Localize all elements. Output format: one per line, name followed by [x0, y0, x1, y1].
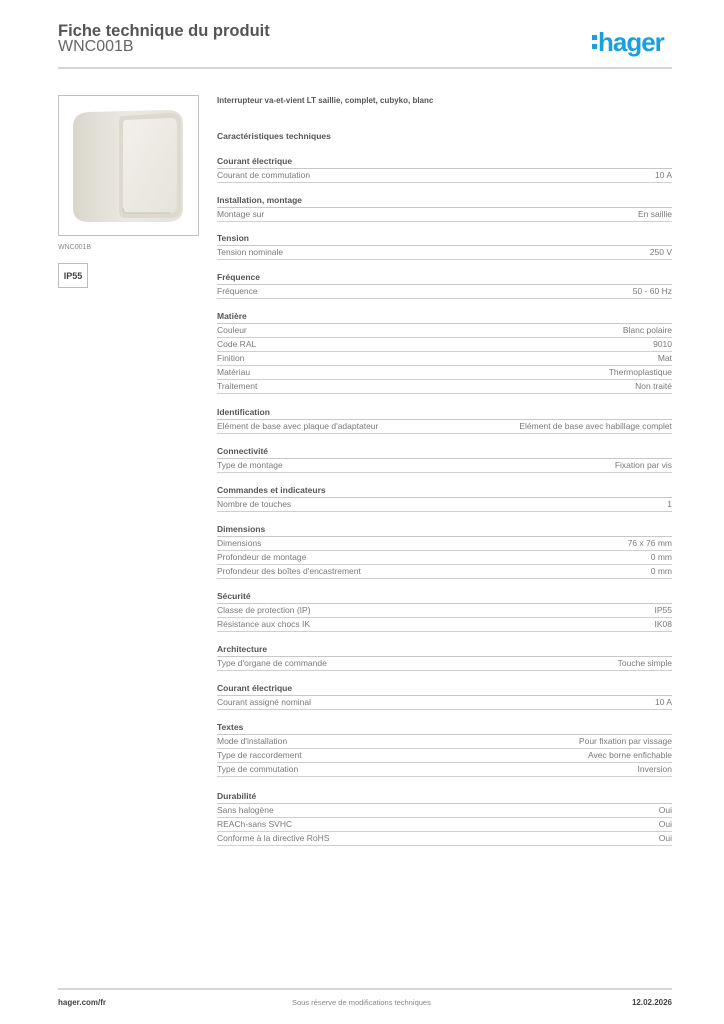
section-heading: Textes — [217, 721, 672, 735]
spec-row — [217, 380, 672, 394]
image-caption: WNC001B — [58, 244, 92, 251]
spec-row — [217, 832, 672, 846]
spec-row — [217, 208, 672, 222]
spec-label: Nombre de touches — [217, 499, 292, 509]
spec-row — [217, 604, 672, 618]
spec-section — [217, 194, 672, 222]
logo-text: hager — [598, 27, 664, 57]
spec-row — [217, 618, 672, 632]
spec-value: Inversion — [637, 764, 672, 774]
footer-website-link[interactable]: hager.com/fr — [58, 998, 107, 1007]
product-description: Interrupteur va-et-vient LT saillie, complet, cubyko, blanc — [217, 96, 434, 105]
spec-section — [217, 484, 672, 512]
spec-label: Type de montage — [217, 460, 283, 470]
spec-value: 0 mm — [650, 566, 672, 576]
spec-label: Type d'organe de commande — [217, 658, 327, 668]
spec-value: Pour fixation par vissage — [578, 736, 672, 746]
spec-value: Oui — [658, 805, 672, 815]
section-heading: Matière — [217, 310, 672, 324]
spec-label: Traitement — [217, 381, 258, 391]
spec-label: REACh-sans SVHC — [217, 819, 293, 829]
spec-value: Elément de base avec habillage complet — [519, 421, 672, 431]
spec-label: Sans halogène — [217, 805, 274, 815]
spec-section — [217, 445, 672, 473]
spec-label: Courant assigné nominal — [217, 697, 312, 707]
section-heading: Identification — [217, 406, 672, 420]
section-heading: Connectivité — [217, 445, 672, 459]
section-heading: Dimensions — [217, 523, 672, 537]
spec-section — [217, 406, 672, 434]
section-heading: Durabilité — [217, 790, 672, 804]
spec-row — [217, 551, 672, 565]
spec-row — [217, 735, 672, 749]
spec-row — [217, 537, 672, 551]
spec-row — [217, 324, 672, 338]
spec-label: Couleur — [217, 325, 247, 335]
spec-label: Mode d'installation — [217, 736, 288, 746]
spec-label: Code RAL — [217, 339, 257, 349]
spec-label: Résistance aux chocs IK — [217, 619, 311, 629]
spec-section — [217, 682, 672, 710]
spec-value: 9010 — [653, 339, 672, 349]
section-heading: Fréquence — [217, 271, 672, 285]
section-heading: Courant électrique — [217, 155, 672, 169]
spec-section — [217, 590, 672, 632]
logo-colon-icon — [592, 35, 597, 49]
spec-row — [217, 366, 672, 380]
spec-label: Profondeur de montage — [217, 552, 307, 562]
spec-value: Oui — [658, 833, 672, 843]
spec-value: IK08 — [654, 619, 672, 629]
spec-value: Oui — [658, 819, 672, 829]
spec-row — [217, 657, 672, 671]
spec-row — [217, 338, 672, 352]
spec-value: 1 — [667, 499, 672, 509]
header-divider — [58, 67, 672, 69]
spec-label: Tension nominale — [217, 247, 284, 257]
footer-date: 12.02.2026 — [631, 998, 672, 1007]
spec-row — [217, 818, 672, 832]
spec-row — [217, 352, 672, 366]
spec-label: Type de raccordement — [217, 750, 302, 760]
spec-section — [217, 271, 672, 299]
spec-label: Elément de base avec plaque d'adaptateur — [217, 421, 379, 431]
section-heading: Courant électrique — [217, 682, 672, 696]
spec-value: 250 V — [649, 247, 672, 257]
spec-value: 50 - 60 Hz — [632, 286, 672, 296]
spec-value: 10 A — [654, 697, 672, 707]
spec-row — [217, 169, 672, 183]
section-heading: Architecture — [217, 643, 672, 657]
spec-row — [217, 498, 672, 512]
spec-value: Fixation par vis — [614, 460, 672, 470]
spec-label: Fréquence — [217, 286, 258, 296]
switch-product-icon — [59, 96, 198, 235]
hager-logo — [592, 27, 664, 58]
spec-row — [217, 804, 672, 818]
section-heading: Commandes et indicateurs — [217, 484, 672, 498]
spec-value: Thermoplastique — [608, 367, 672, 377]
spec-label: Profondeur des boîtes d'encastrement — [217, 566, 361, 576]
page-title: Fiche technique du produit — [58, 22, 270, 40]
footer-divider — [58, 988, 672, 990]
spec-value: Avec borne enfichable — [588, 750, 672, 760]
product-code: WNC001B — [58, 38, 134, 55]
spec-row — [217, 763, 672, 777]
spec-value: 76 x 76 mm — [627, 538, 672, 548]
spec-label: Finition — [217, 353, 245, 363]
spec-label: Classe de protection (IP) — [217, 605, 311, 615]
spec-label: Type de commutation — [217, 764, 299, 774]
spec-value: 10 A — [654, 170, 672, 180]
spec-row — [217, 285, 672, 299]
spec-section — [217, 310, 672, 394]
section-heading: Sécurité — [217, 590, 672, 604]
spec-value: Mat — [657, 353, 672, 363]
spec-section — [217, 790, 672, 846]
spec-row — [217, 749, 672, 763]
spec-row — [217, 246, 672, 260]
spec-label: Courant de commutation — [217, 170, 311, 180]
spec-label: Dimensions — [217, 538, 262, 548]
spec-value: Touche simple — [617, 658, 672, 668]
spec-section — [217, 643, 672, 671]
product-image — [58, 95, 199, 236]
spec-section — [217, 523, 672, 579]
spec-section — [217, 232, 672, 260]
spec-value: IP55 — [654, 605, 672, 615]
spec-value: 0 mm — [650, 552, 672, 562]
spec-label: Matériau — [217, 367, 251, 377]
spec-row — [217, 696, 672, 710]
spec-value: En saillie — [637, 209, 672, 219]
spec-value: Blanc polaire — [622, 325, 672, 335]
section-heading: Installation, montage — [217, 194, 672, 208]
spec-row — [217, 565, 672, 579]
characteristics-heading: Caractéristiques techniques — [217, 131, 331, 141]
spec-label: Conforme à la directive RoHS — [217, 833, 330, 843]
spec-row — [217, 420, 672, 434]
spec-section — [217, 155, 672, 183]
spec-row — [217, 459, 672, 473]
spec-section — [217, 721, 672, 777]
section-heading: Tension — [217, 232, 672, 246]
ip-rating-badge: IP55 — [58, 263, 88, 288]
footer-disclaimer: Sous réserve de modifications techniques — [292, 998, 431, 1007]
spec-value: Non traité — [635, 381, 672, 391]
spec-label: Montage sur — [217, 209, 265, 219]
